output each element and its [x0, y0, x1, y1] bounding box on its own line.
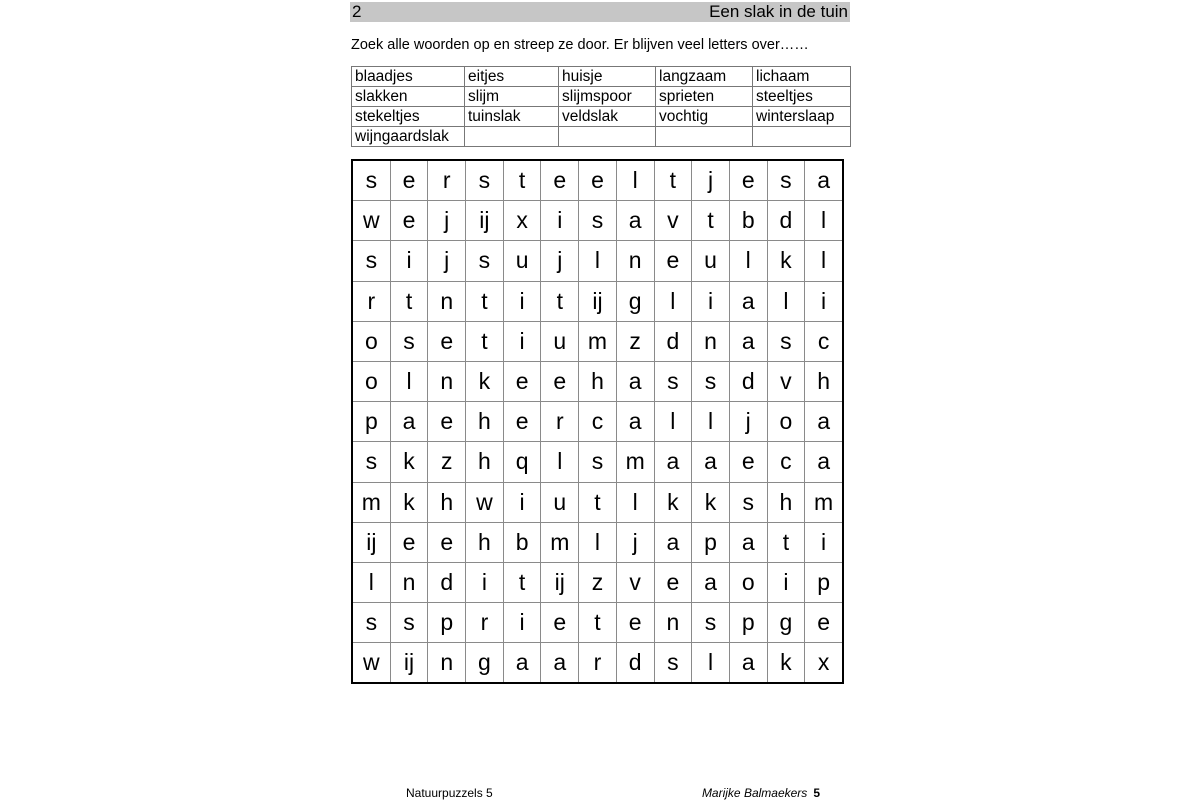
grid-letter-cell[interactable]: l — [767, 281, 805, 321]
grid-letter-cell[interactable]: v — [616, 562, 654, 602]
grid-letter-cell[interactable]: x — [503, 201, 541, 241]
grid-row — [352, 160, 843, 201]
grid-letter-cell[interactable]: l — [654, 402, 692, 442]
grid-letter-cell[interactable]: a — [654, 442, 692, 482]
word-list-cell: langzaam — [656, 67, 753, 87]
word-list-cell: sprieten — [656, 87, 753, 107]
grid-letter-cell[interactable]: l — [692, 643, 730, 684]
grid-letter-cell[interactable]: s — [579, 201, 617, 241]
grid-letter-cell[interactable]: e — [654, 241, 692, 281]
grid-letter-cell[interactable]: a — [616, 201, 654, 241]
grid-letter-cell[interactable]: i — [503, 482, 541, 522]
grid-letter-cell[interactable]: n — [692, 321, 730, 361]
grid-letter-cell[interactable]: k — [692, 482, 730, 522]
grid-letter-cell[interactable]: a — [692, 562, 730, 602]
word-list-row — [352, 127, 851, 147]
grid-letter-cell[interactable]: l — [805, 241, 843, 281]
word-list-cell — [753, 127, 851, 147]
grid-letter-cell[interactable]: a — [805, 402, 843, 442]
grid-letter-cell[interactable]: c — [579, 402, 617, 442]
word-list-cell: slijmspoor — [559, 87, 656, 107]
grid-letter-cell[interactable]: e — [390, 201, 428, 241]
grid-letter-cell[interactable]: p — [692, 522, 730, 562]
grid-letter-cell[interactable]: i — [390, 241, 428, 281]
grid-letter-cell[interactable]: n — [654, 603, 692, 643]
grid-letter-cell[interactable]: p — [428, 603, 466, 643]
word-search-grid — [351, 159, 844, 684]
grid-letter-cell[interactable]: i — [692, 281, 730, 321]
grid-letter-cell[interactable]: k — [654, 482, 692, 522]
grid-letter-cell[interactable]: t — [541, 281, 579, 321]
grid-letter-cell[interactable]: l — [805, 201, 843, 241]
grid-letter-cell[interactable]: u — [541, 321, 579, 361]
grid-letter-cell[interactable]: ij — [390, 643, 428, 684]
grid-letter-cell[interactable]: a — [805, 442, 843, 482]
grid-letter-cell[interactable]: r — [579, 643, 617, 684]
grid-letter-cell[interactable]: a — [503, 643, 541, 684]
grid-letter-cell[interactable]: j — [729, 402, 767, 442]
grid-letter-cell[interactable]: i — [503, 281, 541, 321]
grid-letter-cell[interactable]: e — [428, 402, 466, 442]
grid-letter-cell[interactable]: e — [428, 522, 466, 562]
grid-letter-cell[interactable]: s — [390, 603, 428, 643]
grid-letter-cell[interactable]: o — [352, 321, 390, 361]
grid-letter-cell[interactable]: p — [729, 603, 767, 643]
grid-letter-cell[interactable]: t — [466, 321, 504, 361]
grid-letter-cell[interactable]: i — [805, 281, 843, 321]
grid-letter-cell[interactable]: m — [616, 442, 654, 482]
grid-letter-cell[interactable]: s — [729, 482, 767, 522]
puzzle-number: 2 — [352, 2, 362, 21]
grid-letter-cell[interactable]: e — [390, 160, 428, 201]
grid-row — [352, 402, 843, 442]
grid-letter-cell[interactable]: g — [466, 643, 504, 684]
grid-row — [352, 643, 843, 684]
grid-letter-cell[interactable]: h — [767, 482, 805, 522]
word-list-cell: steeltjes — [753, 87, 851, 107]
word-list-cell: slakken — [352, 87, 465, 107]
grid-letter-cell[interactable]: j — [428, 201, 466, 241]
word-list-cell: lichaam — [753, 67, 851, 87]
grid-letter-cell[interactable]: o — [729, 562, 767, 602]
grid-row — [352, 361, 843, 401]
grid-letter-cell[interactable]: i — [767, 562, 805, 602]
grid-letter-cell[interactable]: v — [767, 361, 805, 401]
grid-row — [352, 442, 843, 482]
grid-letter-cell[interactable]: k — [466, 361, 504, 401]
grid-letter-cell[interactable]: b — [503, 522, 541, 562]
grid-letter-cell[interactable]: l — [692, 402, 730, 442]
word-list-cell: tuinslak — [465, 107, 559, 127]
grid-letter-cell[interactable]: e — [616, 603, 654, 643]
grid-letter-cell[interactable]: ij — [541, 562, 579, 602]
grid-letter-cell[interactable]: e — [729, 160, 767, 201]
grid-letter-cell[interactable]: e — [654, 562, 692, 602]
grid-letter-cell[interactable]: n — [616, 241, 654, 281]
word-list-cell: slijm — [465, 87, 559, 107]
grid-row — [352, 482, 843, 522]
grid-letter-cell[interactable]: z — [579, 562, 617, 602]
header-bar — [350, 2, 850, 22]
word-list-row — [352, 67, 851, 87]
word-list-cell — [465, 127, 559, 147]
grid-letter-cell[interactable]: a — [729, 643, 767, 684]
grid-letter-cell[interactable]: a — [729, 522, 767, 562]
grid-letter-cell[interactable]: g — [616, 281, 654, 321]
grid-letter-cell[interactable]: s — [692, 603, 730, 643]
grid-letter-cell[interactable]: t — [692, 201, 730, 241]
grid-letter-cell[interactable]: ij — [466, 201, 504, 241]
grid-letter-cell[interactable]: e — [579, 160, 617, 201]
grid-row — [352, 603, 843, 643]
grid-letter-cell[interactable]: i — [503, 321, 541, 361]
grid-letter-cell[interactable]: w — [352, 201, 390, 241]
grid-letter-cell[interactable]: j — [616, 522, 654, 562]
grid-letter-cell[interactable]: t — [579, 603, 617, 643]
grid-letter-cell[interactable]: s — [579, 442, 617, 482]
grid-letter-cell[interactable]: h — [466, 402, 504, 442]
grid-row — [352, 241, 843, 281]
grid-letter-cell[interactable]: e — [428, 321, 466, 361]
grid-letter-cell[interactable]: s — [390, 321, 428, 361]
grid-row — [352, 522, 843, 562]
grid-letter-cell[interactable]: e — [729, 442, 767, 482]
grid-letter-cell[interactable]: s — [352, 241, 390, 281]
word-list-cell — [656, 127, 753, 147]
grid-letter-cell[interactable]: d — [616, 643, 654, 684]
footer-author-page — [702, 786, 820, 800]
grid-letter-cell[interactable]: t — [390, 281, 428, 321]
grid-letter-cell[interactable]: s — [352, 442, 390, 482]
grid-row — [352, 321, 843, 361]
grid-letter-cell[interactable]: n — [428, 281, 466, 321]
grid-letter-cell[interactable]: b — [729, 201, 767, 241]
grid-letter-cell[interactable]: e — [541, 361, 579, 401]
word-list-row — [352, 107, 851, 127]
grid-letter-cell[interactable]: d — [428, 562, 466, 602]
grid-letter-cell[interactable]: s — [692, 361, 730, 401]
grid-letter-cell[interactable]: d — [654, 321, 692, 361]
footer-book-title: Natuurpuzzels 5 — [406, 786, 493, 800]
grid-letter-cell[interactable]: a — [654, 522, 692, 562]
grid-letter-cell[interactable]: j — [692, 160, 730, 201]
grid-letter-cell[interactable]: p — [352, 402, 390, 442]
grid-letter-cell[interactable]: a — [729, 281, 767, 321]
grid-letter-cell[interactable]: s — [466, 241, 504, 281]
grid-letter-cell[interactable]: t — [503, 160, 541, 201]
grid-letter-cell[interactable]: i — [541, 201, 579, 241]
grid-letter-cell[interactable]: j — [541, 241, 579, 281]
footer-author: Marijke Balmaekers — [701, 786, 808, 800]
word-list-cell: huisje — [559, 67, 656, 87]
grid-letter-cell[interactable]: q — [503, 442, 541, 482]
grid-letter-cell[interactable]: s — [767, 160, 805, 201]
grid-letter-cell[interactable]: k — [390, 482, 428, 522]
grid-letter-cell[interactable]: u — [541, 482, 579, 522]
grid-letter-cell[interactable]: o — [352, 361, 390, 401]
grid-letter-cell[interactable]: g — [767, 603, 805, 643]
grid-letter-cell[interactable]: m — [805, 482, 843, 522]
worksheet-page — [350, 0, 850, 800]
grid-letter-cell[interactable]: t — [654, 160, 692, 201]
grid-letter-cell[interactable]: ij — [352, 522, 390, 562]
grid-letter-cell[interactable]: ij — [579, 281, 617, 321]
grid-letter-cell[interactable]: n — [428, 361, 466, 401]
grid-letter-cell[interactable]: s — [466, 160, 504, 201]
grid-letter-cell[interactable]: e — [503, 402, 541, 442]
grid-letter-cell[interactable]: h — [466, 522, 504, 562]
grid-letter-cell[interactable]: a — [616, 402, 654, 442]
grid-letter-cell[interactable]: h — [466, 442, 504, 482]
grid-letter-cell[interactable]: p — [805, 562, 843, 602]
grid-letter-cell[interactable]: d — [767, 201, 805, 241]
grid-letter-cell[interactable]: l — [616, 482, 654, 522]
grid-letter-cell[interactable]: l — [579, 522, 617, 562]
grid-letter-cell[interactable]: c — [767, 442, 805, 482]
footer-page-number: 5 — [813, 786, 820, 800]
grid-letter-cell[interactable]: l — [729, 241, 767, 281]
grid-letter-cell[interactable]: k — [390, 442, 428, 482]
grid-letter-cell[interactable]: e — [541, 160, 579, 201]
word-list-cell — [559, 127, 656, 147]
grid-letter-cell[interactable]: v — [654, 201, 692, 241]
grid-letter-cell[interactable]: t — [503, 562, 541, 602]
grid-letter-cell[interactable]: e — [805, 603, 843, 643]
grid-letter-cell[interactable]: t — [579, 482, 617, 522]
word-list-cell: vochtig — [656, 107, 753, 127]
grid-letter-cell[interactable]: n — [390, 562, 428, 602]
grid-letter-cell[interactable]: a — [805, 160, 843, 201]
grid-letter-cell[interactable]: i — [805, 522, 843, 562]
grid-letter-cell[interactable]: e — [541, 603, 579, 643]
grid-letter-cell[interactable]: l — [654, 281, 692, 321]
grid-letter-cell[interactable]: z — [428, 442, 466, 482]
grid-letter-cell[interactable]: k — [767, 241, 805, 281]
word-list-table — [351, 66, 851, 147]
grid-letter-cell[interactable]: a — [390, 402, 428, 442]
grid-row — [352, 281, 843, 321]
grid-letter-cell[interactable]: l — [390, 361, 428, 401]
grid-letter-cell[interactable]: c — [805, 321, 843, 361]
grid-letter-cell[interactable]: m — [352, 482, 390, 522]
word-list-cell: blaadjes — [352, 67, 465, 87]
grid-letter-cell[interactable]: s — [352, 160, 390, 201]
grid-letter-cell[interactable]: o — [767, 402, 805, 442]
grid-letter-cell[interactable]: r — [541, 402, 579, 442]
instruction-text: Zoek alle woorden op en streep ze door. Er blijven veel letters over…… — [351, 37, 809, 53]
word-list-cell: veldslak — [559, 107, 656, 127]
grid-letter-cell[interactable]: h — [805, 361, 843, 401]
grid-letter-cell[interactable]: l — [352, 562, 390, 602]
word-list-row — [352, 87, 851, 107]
grid-letter-cell[interactable]: l — [616, 160, 654, 201]
grid-letter-cell[interactable]: h — [428, 482, 466, 522]
grid-letter-cell[interactable]: r — [466, 603, 504, 643]
grid-letter-cell[interactable]: a — [692, 442, 730, 482]
grid-letter-cell[interactable]: d — [729, 361, 767, 401]
puzzle-title: Een slak in de tuin — [709, 2, 848, 21]
grid-row — [352, 562, 843, 602]
grid-letter-cell[interactable]: a — [541, 643, 579, 684]
grid-letter-cell[interactable]: a — [616, 361, 654, 401]
word-list-cell: stekeltjes — [352, 107, 465, 127]
grid-letter-cell[interactable]: w — [352, 643, 390, 684]
grid-letter-cell[interactable]: r — [428, 160, 466, 201]
grid-letter-cell[interactable]: r — [352, 281, 390, 321]
grid-letter-cell[interactable]: k — [767, 643, 805, 684]
word-list-cell: eitjes — [465, 67, 559, 87]
grid-letter-cell[interactable]: i — [503, 603, 541, 643]
grid-letter-cell[interactable]: u — [692, 241, 730, 281]
grid-letter-cell[interactable]: t — [466, 281, 504, 321]
grid-letter-cell[interactable]: m — [579, 321, 617, 361]
grid-letter-cell[interactable]: s — [654, 643, 692, 684]
grid-letter-cell[interactable]: n — [428, 643, 466, 684]
grid-letter-cell[interactable]: t — [767, 522, 805, 562]
grid-letter-cell[interactable]: w — [466, 482, 504, 522]
grid-letter-cell[interactable]: z — [616, 321, 654, 361]
grid-letter-cell[interactable]: e — [503, 361, 541, 401]
grid-letter-cell[interactable]: l — [541, 442, 579, 482]
grid-letter-cell[interactable]: l — [579, 241, 617, 281]
grid-letter-cell[interactable]: h — [579, 361, 617, 401]
grid-letter-cell[interactable]: x — [805, 643, 843, 684]
grid-row — [352, 201, 843, 241]
grid-letter-cell[interactable]: a — [729, 321, 767, 361]
grid-letter-cell[interactable]: s — [352, 603, 390, 643]
word-list-cell: winterslaap — [753, 107, 851, 127]
grid-letter-cell[interactable]: m — [541, 522, 579, 562]
grid-letter-cell[interactable]: e — [390, 522, 428, 562]
grid-letter-cell[interactable]: s — [654, 361, 692, 401]
grid-letter-cell[interactable]: j — [428, 241, 466, 281]
grid-letter-cell[interactable]: s — [767, 321, 805, 361]
word-list-cell: wijngaardslak — [352, 127, 465, 147]
grid-letter-cell[interactable]: i — [466, 562, 504, 602]
grid-letter-cell[interactable]: u — [503, 241, 541, 281]
